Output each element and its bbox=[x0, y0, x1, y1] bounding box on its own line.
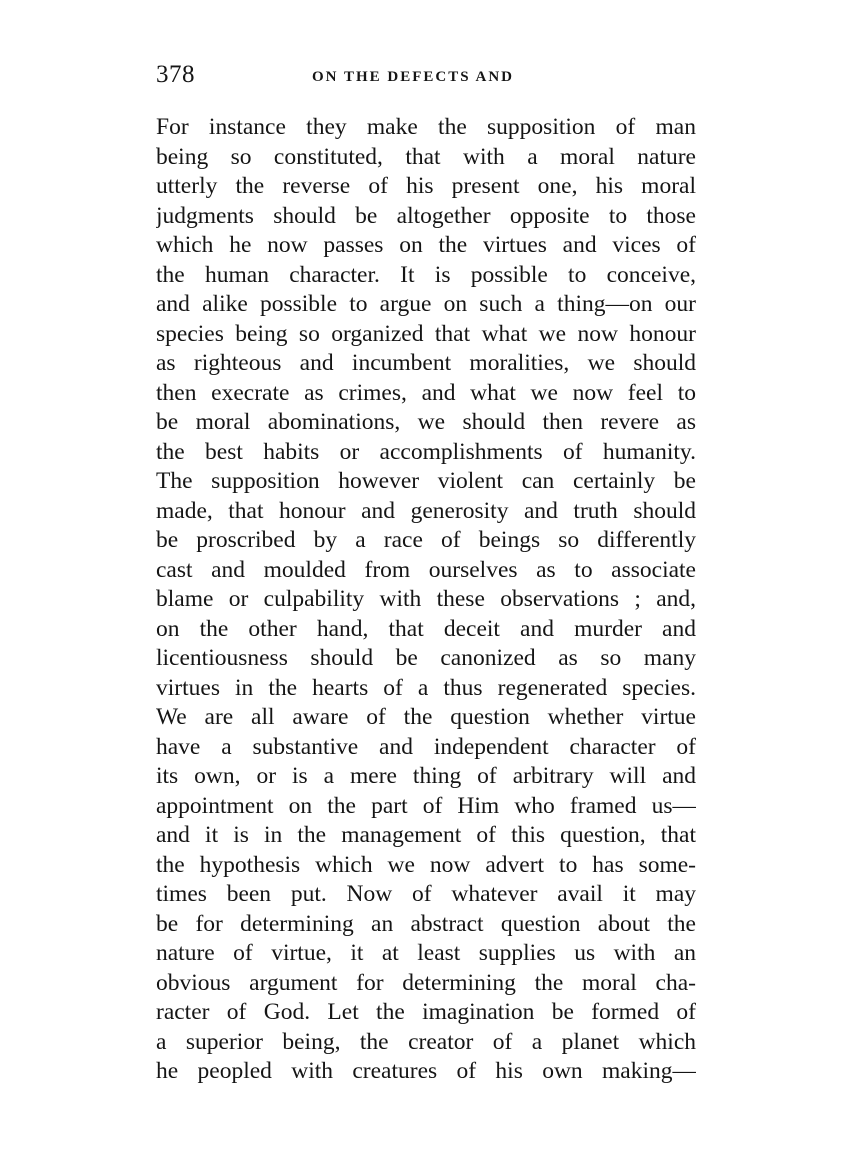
text-line: We are all aware of the question whether virtue bbox=[156, 704, 696, 730]
text-line: blame or culpability with these observations ; and, bbox=[156, 586, 696, 612]
text-line: the human character. It is possible to conceive, bbox=[156, 261, 696, 288]
text-line: its own, or is a mere thing of arbitrary will and bbox=[156, 763, 696, 789]
text-line: obvious argument for determining the moral cha- bbox=[156, 969, 696, 996]
text-line: cast and moulded from ourselves as to associate bbox=[156, 556, 696, 583]
text-line: the best habits or accomplishments of humanity. bbox=[156, 438, 696, 465]
text-line: on the other hand, that deceit and murder and bbox=[156, 615, 696, 642]
text-line: the hypothesis which we now advert to has some- bbox=[156, 851, 696, 878]
text-line: species being so organized that what we now honour bbox=[156, 320, 696, 347]
text-line: being so constituted, that with a moral nature bbox=[156, 143, 696, 170]
page-header bbox=[156, 58, 696, 92]
page-number: 378 bbox=[156, 61, 195, 88]
text-line: a superior being, the creator of a planet which bbox=[156, 1028, 696, 1055]
text-line: which he now passes on the virtues and vices of bbox=[156, 232, 696, 258]
text-line: nature of virtue, it at least supplies us with an bbox=[156, 940, 696, 966]
text-line: judgments should be altogether opposite to those bbox=[156, 202, 696, 229]
text-line: made, that honour and generosity and truth should bbox=[156, 497, 696, 524]
text-line: appointment on the part of Him who framed us— bbox=[156, 792, 696, 819]
text-line: have a substantive and independent character of bbox=[156, 733, 696, 760]
text-line: and it is in the management of this question, that bbox=[156, 822, 696, 848]
text-line: be moral abominations, we should then revere as bbox=[156, 409, 696, 435]
text-line: virtues in the hearts of a thus regenerated species. bbox=[156, 674, 696, 701]
text-line: be for determining an abstract question about the bbox=[156, 910, 696, 937]
text-line: The supposition however violent can certainly be bbox=[156, 468, 696, 494]
text-line: then execrate as crimes, and what we now feel to bbox=[156, 379, 696, 406]
text-line: licentiousness should be canonized as so many bbox=[156, 645, 696, 671]
text-line: utterly the reverse of his present one, his moral bbox=[156, 173, 696, 199]
text-line: For instance they make the supposition of man bbox=[156, 114, 696, 140]
text-line: he peopled with creatures of his own making— bbox=[156, 1058, 696, 1084]
text-line: racter of God. Let the imagination be formed of bbox=[156, 999, 696, 1025]
text-line: as righteous and incumbent moralities, we should bbox=[156, 350, 696, 376]
text-line: and alike possible to argue on such a thing—on our bbox=[156, 291, 696, 317]
body-text bbox=[156, 113, 696, 1087]
text-line: times been put. Now of whatever avail it may bbox=[156, 881, 696, 907]
text-line: be proscribed by a race of beings so differently bbox=[156, 527, 696, 553]
running-head: ON THE DEFECTS AND bbox=[312, 69, 515, 85]
